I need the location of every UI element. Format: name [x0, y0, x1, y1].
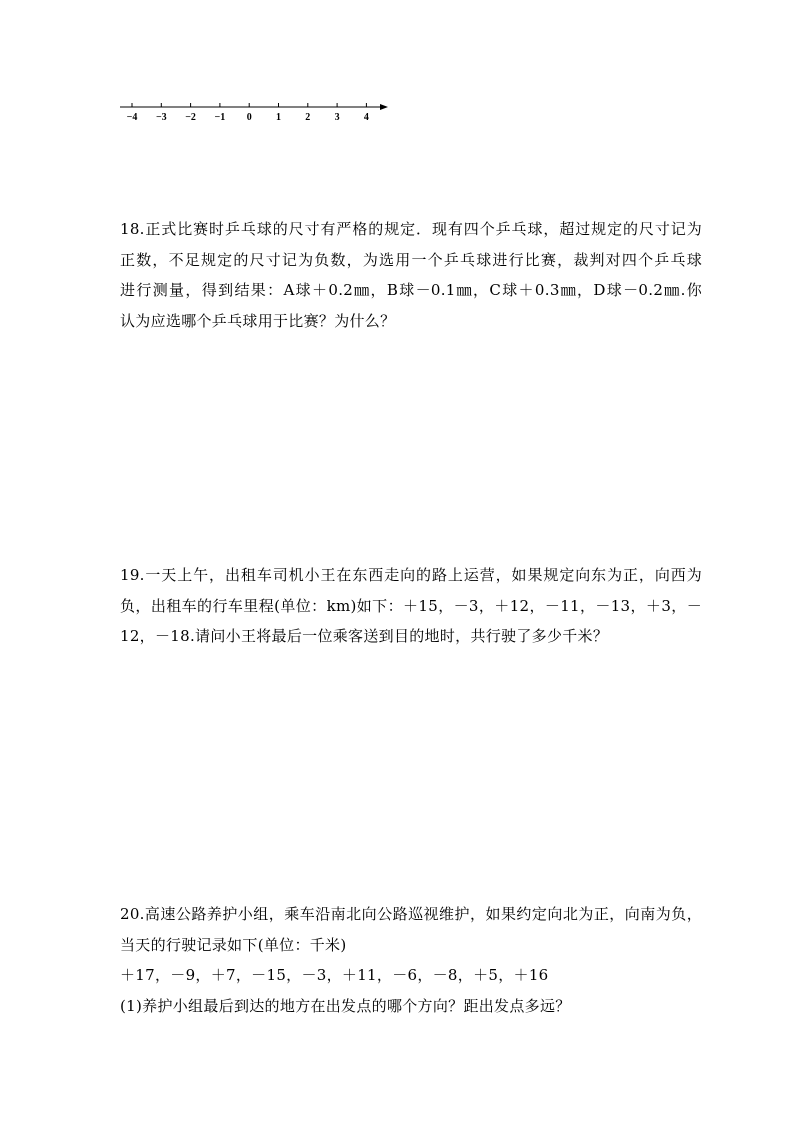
question-subquestion-1: (1)养护小组最后到达的地方在出发点的哪个方向？距出发点多远？ — [120, 996, 571, 1015]
question-line: 认为应选哪个乒乓球用于比赛？为什么？ — [120, 311, 396, 330]
question-18 — [120, 214, 702, 336]
number-line-tick-label: −2 — [185, 112, 196, 123]
number-line-tick-label: 4 — [363, 112, 369, 123]
number-line-svg — [118, 96, 398, 126]
number-line-ticks — [127, 103, 369, 123]
number-line-figure — [118, 96, 398, 126]
question-19 — [120, 560, 702, 652]
number-line-tick-label: 3 — [334, 112, 340, 123]
question-line: 负，出租车的行车里程(单位：km)如下：＋15，－3，＋12，－11，－13，＋3，－ — [120, 596, 702, 615]
question-line: 18.正式比赛时乒乓球的尺寸有严格的规定．现有四个乒乓球，超过规定的尺寸记为 — [120, 220, 702, 238]
question-line: 20.高速公路养护小组，乘车沿南北向公路巡视维护，如果约定向北为正，向南为负， — [120, 905, 702, 923]
number-line-tick-label: 2 — [305, 112, 311, 123]
question-line: 进行测量，得到结果：A球＋0.2㎜，B球－0.1㎜，C球＋0.3㎜，D球－0.2㎜.你 — [120, 281, 702, 299]
number-line-tick-label: 0 — [246, 112, 252, 123]
number-line-tick-label: −4 — [126, 112, 138, 123]
number-line-tick-label: −3 — [155, 112, 167, 123]
question-line: 19.一天上午，出租车司机小王在东西走向的路上运营，如果规定向东为正，向西为 — [120, 566, 702, 584]
question-20 — [120, 899, 702, 1021]
question-line: 当天的行驶记录如下(单位：千米) — [120, 935, 347, 954]
question-line: 12，－18.请问小王将最后一位乘客送到目的地时，共行驶了多少千米？ — [120, 627, 609, 645]
number-line-tick-label: 1 — [276, 112, 281, 123]
number-line-arrow-icon — [380, 104, 388, 110]
number-line-tick-label: −1 — [214, 112, 226, 123]
question-data-line: ＋17，－9，＋7，－15，－3，＋11，－6，－8，＋5，＋16 — [120, 966, 549, 984]
question-line: 正数，不足规定的尺寸记为负数，为选用一个乒乓球进行比赛，裁判对四个乒乓球 — [120, 250, 702, 269]
